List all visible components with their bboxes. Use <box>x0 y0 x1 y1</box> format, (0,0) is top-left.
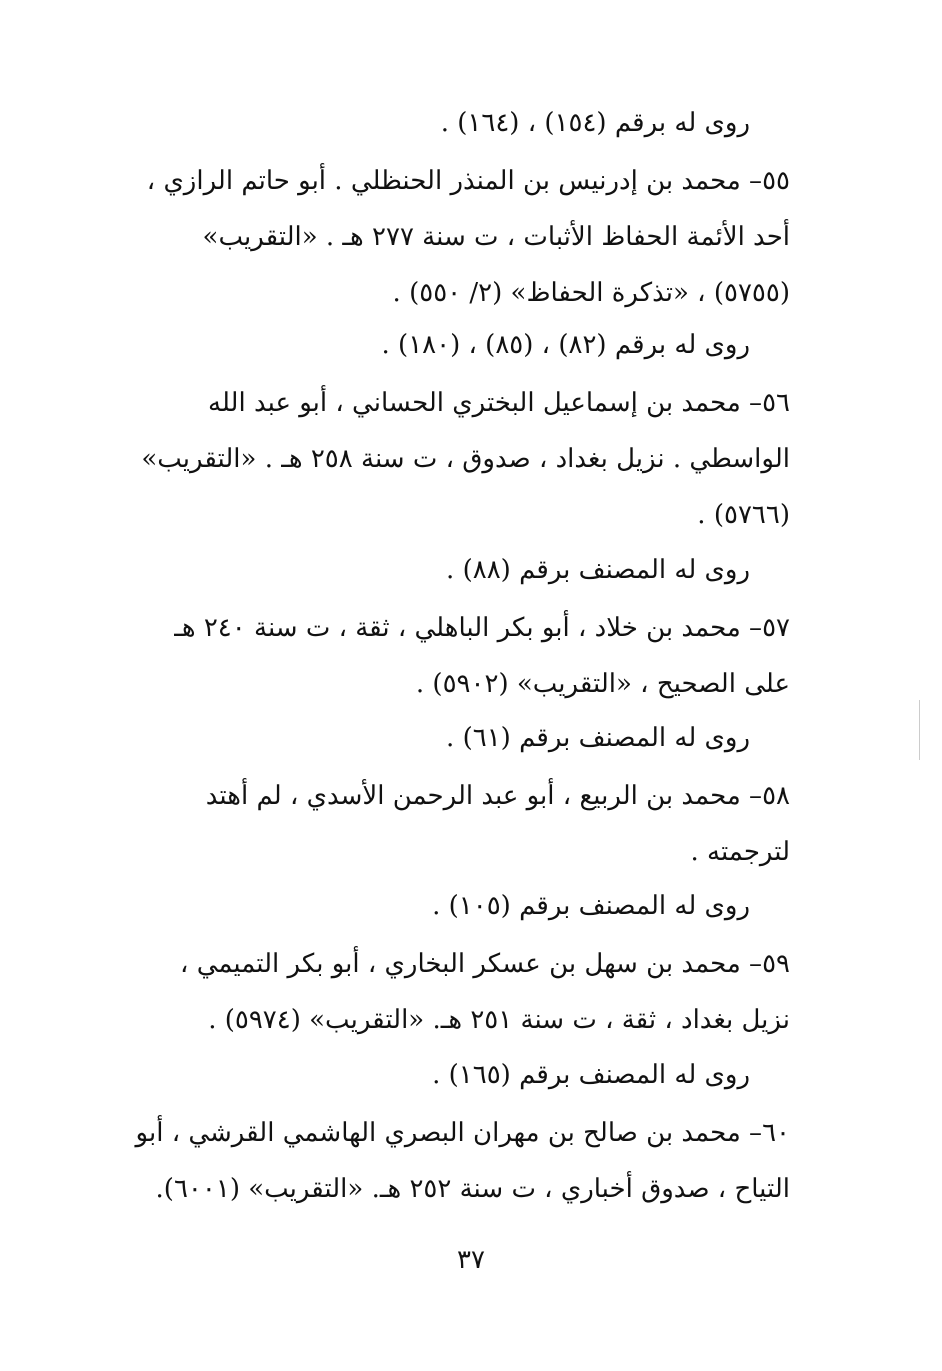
entry-55-citation <box>100 317 790 373</box>
citation-line: روى له برقم (١٥٤) ، (١٦٤) . <box>440 108 750 138</box>
page-number: ٣٧ <box>457 1245 485 1275</box>
entry-54-citation <box>100 95 790 151</box>
entry-57 <box>100 600 790 712</box>
entry-59 <box>100 936 790 1048</box>
entry-60 <box>100 1105 790 1217</box>
citation-line: روى له برقم (٨٢) ، (٨٥) ، (١٨٠) . <box>381 330 750 360</box>
entry-56-citation <box>100 542 790 598</box>
entry-line: (٥٧٥٥) ، «تذكرة الحفاظ» (٢/ ٥٥٠) . <box>392 278 790 308</box>
citation-line: روى له المصنف برقم (٨٨) . <box>446 555 750 585</box>
entry-line: ٥٦– محمد بن إسماعيل البختري الحساني ، أبو عبد الله <box>208 388 790 418</box>
entry-58 <box>100 768 790 880</box>
citation-line: روى له المصنف برقم (١٠٥) . <box>432 891 750 921</box>
page-edge-mark <box>919 700 920 760</box>
citation-line: روى له المصنف برقم (٦١) . <box>446 723 750 753</box>
entry-line: التياح ، صدوق أخباري ، ت سنة ٢٥٢ هـ. «التقريب» (٦٠٠١). <box>155 1174 790 1204</box>
entry-line: لترجمته . <box>690 837 790 867</box>
entry-line: ٥٥– محمد بن إدرنيس بن المنذر الحنظلي . أبو حاتم الرازي ، <box>146 166 790 196</box>
entry-57-citation <box>100 710 790 766</box>
entry-line: على الصحيح ، «التقريب» (٥٩٠٢) . <box>415 669 790 699</box>
entry-line: (٥٧٦٦) . <box>697 500 790 530</box>
entry-line: ٥٧– محمد بن خلاد ، أبو بكر الباهلي ، ثقة ، ت سنة ٢٤٠ هـ <box>174 613 790 643</box>
entry-line: ٦٠– محمد بن صالح بن مهران البصري الهاشمي القرشي ، أبو <box>135 1118 790 1148</box>
entry-line: الواسطي . نزيل بغداد ، صدوق ، ت سنة ٢٥٨ هـ . «التقريب» <box>141 444 790 474</box>
entry-55 <box>100 153 790 321</box>
entry-58-citation <box>100 878 790 934</box>
entry-line: أحد الأئمة الحفاظ الأثبات ، ت سنة ٢٧٧ هـ . «التقريب» <box>202 222 790 252</box>
entry-line: نزيل بغداد ، ثقة ، ت سنة ٢٥١ هـ. «التقريب» (٥٩٧٤) . <box>208 1005 790 1035</box>
entry-line: ٥٨– محمد بن الربيع ، أبو عبد الرحمن الأسدي ، لم أهتد <box>205 781 790 811</box>
citation-line: روى له المصنف برقم (١٦٥) . <box>432 1060 750 1090</box>
entry-line: ٥٩– محمد بن سهل بن عسكر البخاري ، أبو بكر التميمي ، <box>180 949 790 979</box>
entry-56 <box>100 375 790 543</box>
entry-59-citation <box>100 1047 790 1103</box>
